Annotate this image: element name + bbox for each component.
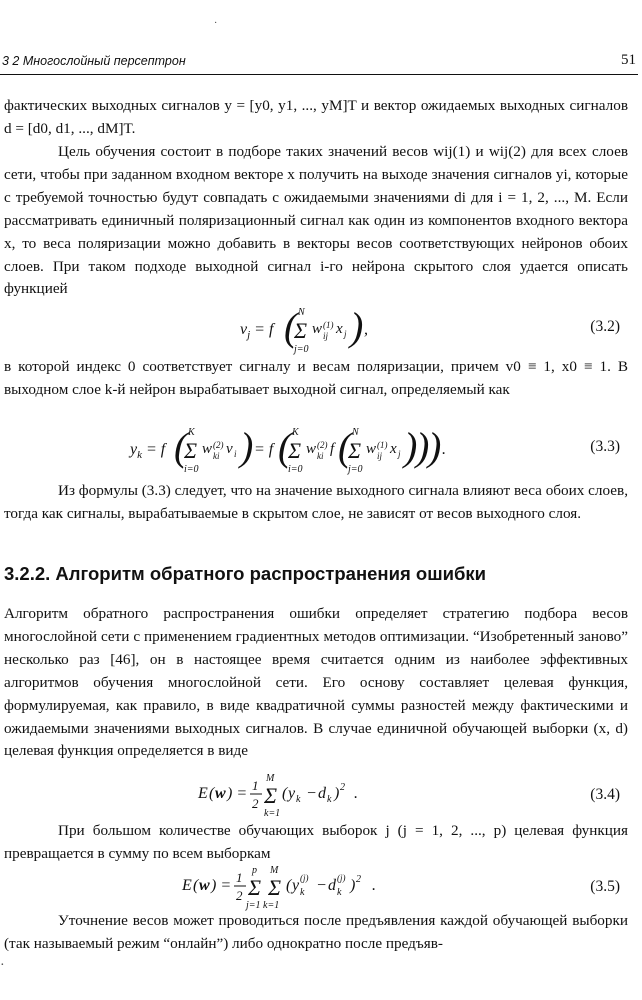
svg-text:2: 2 xyxy=(252,796,259,811)
svg-text:): ) xyxy=(350,304,364,349)
svg-text:): ) xyxy=(416,424,430,469)
svg-text:(: ( xyxy=(284,304,298,349)
paragraph-1 xyxy=(4,95,628,141)
running-header xyxy=(0,52,638,75)
svg-text:(j): (j) xyxy=(337,873,346,883)
svg-text:): ) xyxy=(334,785,340,802)
svg-text:w: w xyxy=(306,441,317,457)
svg-text:i=0: i=0 xyxy=(288,464,303,475)
svg-text:y: y xyxy=(288,785,296,802)
svg-text:x: x xyxy=(336,321,343,337)
svg-text:Σ: Σ xyxy=(248,875,262,900)
svg-text:): ) xyxy=(240,424,254,469)
svg-text:.: . xyxy=(372,877,376,894)
svg-text:) =: ) = xyxy=(227,785,248,802)
svg-text:ij: ij xyxy=(323,331,329,341)
svg-text:i: i xyxy=(234,449,237,459)
svg-text:v: v xyxy=(226,441,233,457)
paragraph-5 xyxy=(4,603,628,763)
svg-text:d: d xyxy=(318,785,326,802)
svg-text:1: 1 xyxy=(252,778,259,793)
svg-text:(: ( xyxy=(282,785,288,802)
svg-text:−: − xyxy=(316,877,327,894)
svg-text:k: k xyxy=(327,794,332,805)
paragraph-6 xyxy=(4,820,628,866)
svg-text:(1): (1) xyxy=(323,320,334,330)
svg-text:w: w xyxy=(366,441,377,457)
svg-text:E: E xyxy=(198,785,208,802)
paragraph-4-text: Из формулы (3.3) следует, что на значение выходного сигнала влияют веса обоих слоев, тогда как сигналы, вырабатываемые в скрытом слое, не зависят от весов выходного слоя. xyxy=(4,482,628,522)
paragraph-5-text: Алгоритм обратного распространения ошибки определяет стратегию подбора весов многослойной сети с применением градиентных методов оптимизации. “Изобретенный заново” несколько раз [46], он в настоящее время считается одним из наиболее эффективных алгоритмов обучения многослойной сети. Его основу составляет целевая функция, формулируемая, как правило, в виде квадратичной суммы разностей между фактическими и ожидаемыми значениями выходных сигналов. В случае единичной обучающей выборки (x, d) целевая функция определяется в виде xyxy=(4,605,628,760)
svg-text:w: w xyxy=(215,785,226,802)
svg-text:j=0: j=0 xyxy=(294,344,309,355)
svg-text:(2): (2) xyxy=(317,440,328,450)
svg-text:ki: ki xyxy=(213,451,220,461)
svg-text:f: f xyxy=(330,441,335,457)
svg-text:Σ: Σ xyxy=(288,438,302,463)
svg-text:K: K xyxy=(188,427,195,438)
svg-text:N: N xyxy=(298,307,305,318)
svg-text:yk = f: $y_k = f$ xyxy=(130,441,166,461)
paragraph-7-text: Уточнение весов может проводиться после предъявления каждой обучающей выборки (так называемый режим “онлайн”) либо однократно после предъяв- xyxy=(4,912,628,952)
svg-text:w: w xyxy=(199,877,210,894)
svg-text:(: ( xyxy=(174,424,188,469)
svg-text:.: . xyxy=(442,441,446,458)
paragraph-2 xyxy=(4,141,628,301)
paragraph-2-text: Цель обучения состоит в подборе таких значений весов wij(1) и wij(2) для всех слоев сети, чтобы при заданном входном векторе x получить на выходе значения сигналов yi, которые с требуемой точностью будут совпадать с ожидаемыми значениями di для i = 1, 2, ..., M. Если рассматривать единичный поляризационный сигнал как один из компонентов входного вектора x, то веса поляризации можно добавить в векторы весов соответствующих нейронов обоих слоев. При таком подходе выходной сигнал i-го нейрона скрытого слоя удается описать функцией xyxy=(4,143,628,298)
svg-text:M: M xyxy=(270,865,279,876)
svg-text:2: 2 xyxy=(356,874,361,885)
svg-text:(j): (j) xyxy=(300,873,309,883)
svg-text:−: − xyxy=(306,785,317,802)
svg-text:j=0: j=0 xyxy=(348,464,363,475)
equation-3-2-formula xyxy=(236,300,376,362)
svg-text:2: 2 xyxy=(340,782,345,793)
svg-text:vj = f: $v_j = f$ xyxy=(240,321,274,341)
scan-speck: · xyxy=(214,18,218,29)
page-number: 51 xyxy=(621,52,636,68)
equation-3-3-formula xyxy=(128,420,458,482)
svg-text:w: w xyxy=(312,321,323,337)
equation-3-4-formula xyxy=(196,770,366,826)
svg-text:(2): (2) xyxy=(213,440,224,450)
svg-text:k=1: k=1 xyxy=(264,808,281,819)
svg-text:.: . xyxy=(354,785,358,802)
paragraph-3 xyxy=(4,356,628,402)
svg-text:(: ( xyxy=(278,424,292,469)
paragraph-1-text: фактических выходных сигналов y = [y0, y1, ..., yM]T и вектор ожидаемых выходных сигналов d = [d0, d1, ..., dM]T. xyxy=(4,97,628,137)
svg-text:j: j xyxy=(344,329,347,339)
svg-text:ki: ki xyxy=(317,451,324,461)
svg-text:x: x xyxy=(390,441,397,457)
running-title: 3 2 Многослойный персептрон xyxy=(2,54,186,68)
svg-text:w: w xyxy=(202,441,213,457)
svg-text:i=0: i=0 xyxy=(184,464,199,475)
svg-text:(: ( xyxy=(193,877,199,894)
svg-text:M: M xyxy=(266,773,275,784)
svg-text:Σ: Σ xyxy=(264,783,278,808)
scan-speck: · xyxy=(0,958,5,973)
svg-text:Σ: Σ xyxy=(268,875,282,900)
paragraph-4 xyxy=(4,480,628,526)
equation-3-3-number: (3.3) xyxy=(590,438,620,455)
svg-text:d: d xyxy=(328,877,336,894)
svg-text:Σ: Σ xyxy=(294,318,308,343)
svg-text:(: ( xyxy=(209,785,215,802)
svg-text:): ) xyxy=(350,877,356,894)
svg-text:p: p xyxy=(252,865,257,876)
svg-text:j: j xyxy=(398,449,401,459)
svg-text:(: ( xyxy=(338,424,352,469)
equation-3-2-number: (3.2) xyxy=(590,318,620,335)
svg-text:) =: ) = xyxy=(211,877,232,894)
svg-text:): ) xyxy=(428,424,442,469)
svg-text:K: K xyxy=(292,427,299,438)
svg-text:y: y xyxy=(292,877,300,894)
paragraph-6-text: При большом количестве обучающих выборок j (j = 1, 2, ..., p) целевая функция превращается в сумму по всем выборкам xyxy=(4,822,628,862)
svg-text:): ) xyxy=(404,424,418,469)
svg-text:(: ( xyxy=(286,877,292,894)
svg-text:k: k xyxy=(300,887,305,898)
equation-3-4-number: (3.4) xyxy=(590,786,620,803)
svg-text:E: E xyxy=(182,877,192,894)
svg-text:k: k xyxy=(337,887,342,898)
svg-text:1: 1 xyxy=(236,870,243,885)
svg-text:ij: ij xyxy=(377,451,383,461)
svg-text:2: 2 xyxy=(236,888,243,903)
svg-text:k: k xyxy=(296,794,301,805)
svg-text:j=1 k=1: j=1 k=1 xyxy=(246,900,280,911)
svg-text:Σ: Σ xyxy=(184,438,198,463)
svg-text:= f: = f xyxy=(254,441,274,458)
paragraph-3-text: в которой индекс 0 соответствует сигналу и весам поляризации, причем v0 ≡ 1, x0 ≡ 1. В выходном слое k-й нейрон вырабатывает выходной сигнал, определяемый как xyxy=(4,358,628,398)
svg-text:(1): (1) xyxy=(377,440,388,450)
section-heading: 3.2.2. Алгоритм обратного распространения ошибки xyxy=(4,563,487,584)
svg-text:Σ: Σ xyxy=(348,438,362,463)
svg-text:N: N xyxy=(352,427,359,438)
paragraph-7 xyxy=(4,910,628,956)
svg-text:,: , xyxy=(364,321,368,338)
equation-3-5-number: (3.5) xyxy=(590,878,620,895)
